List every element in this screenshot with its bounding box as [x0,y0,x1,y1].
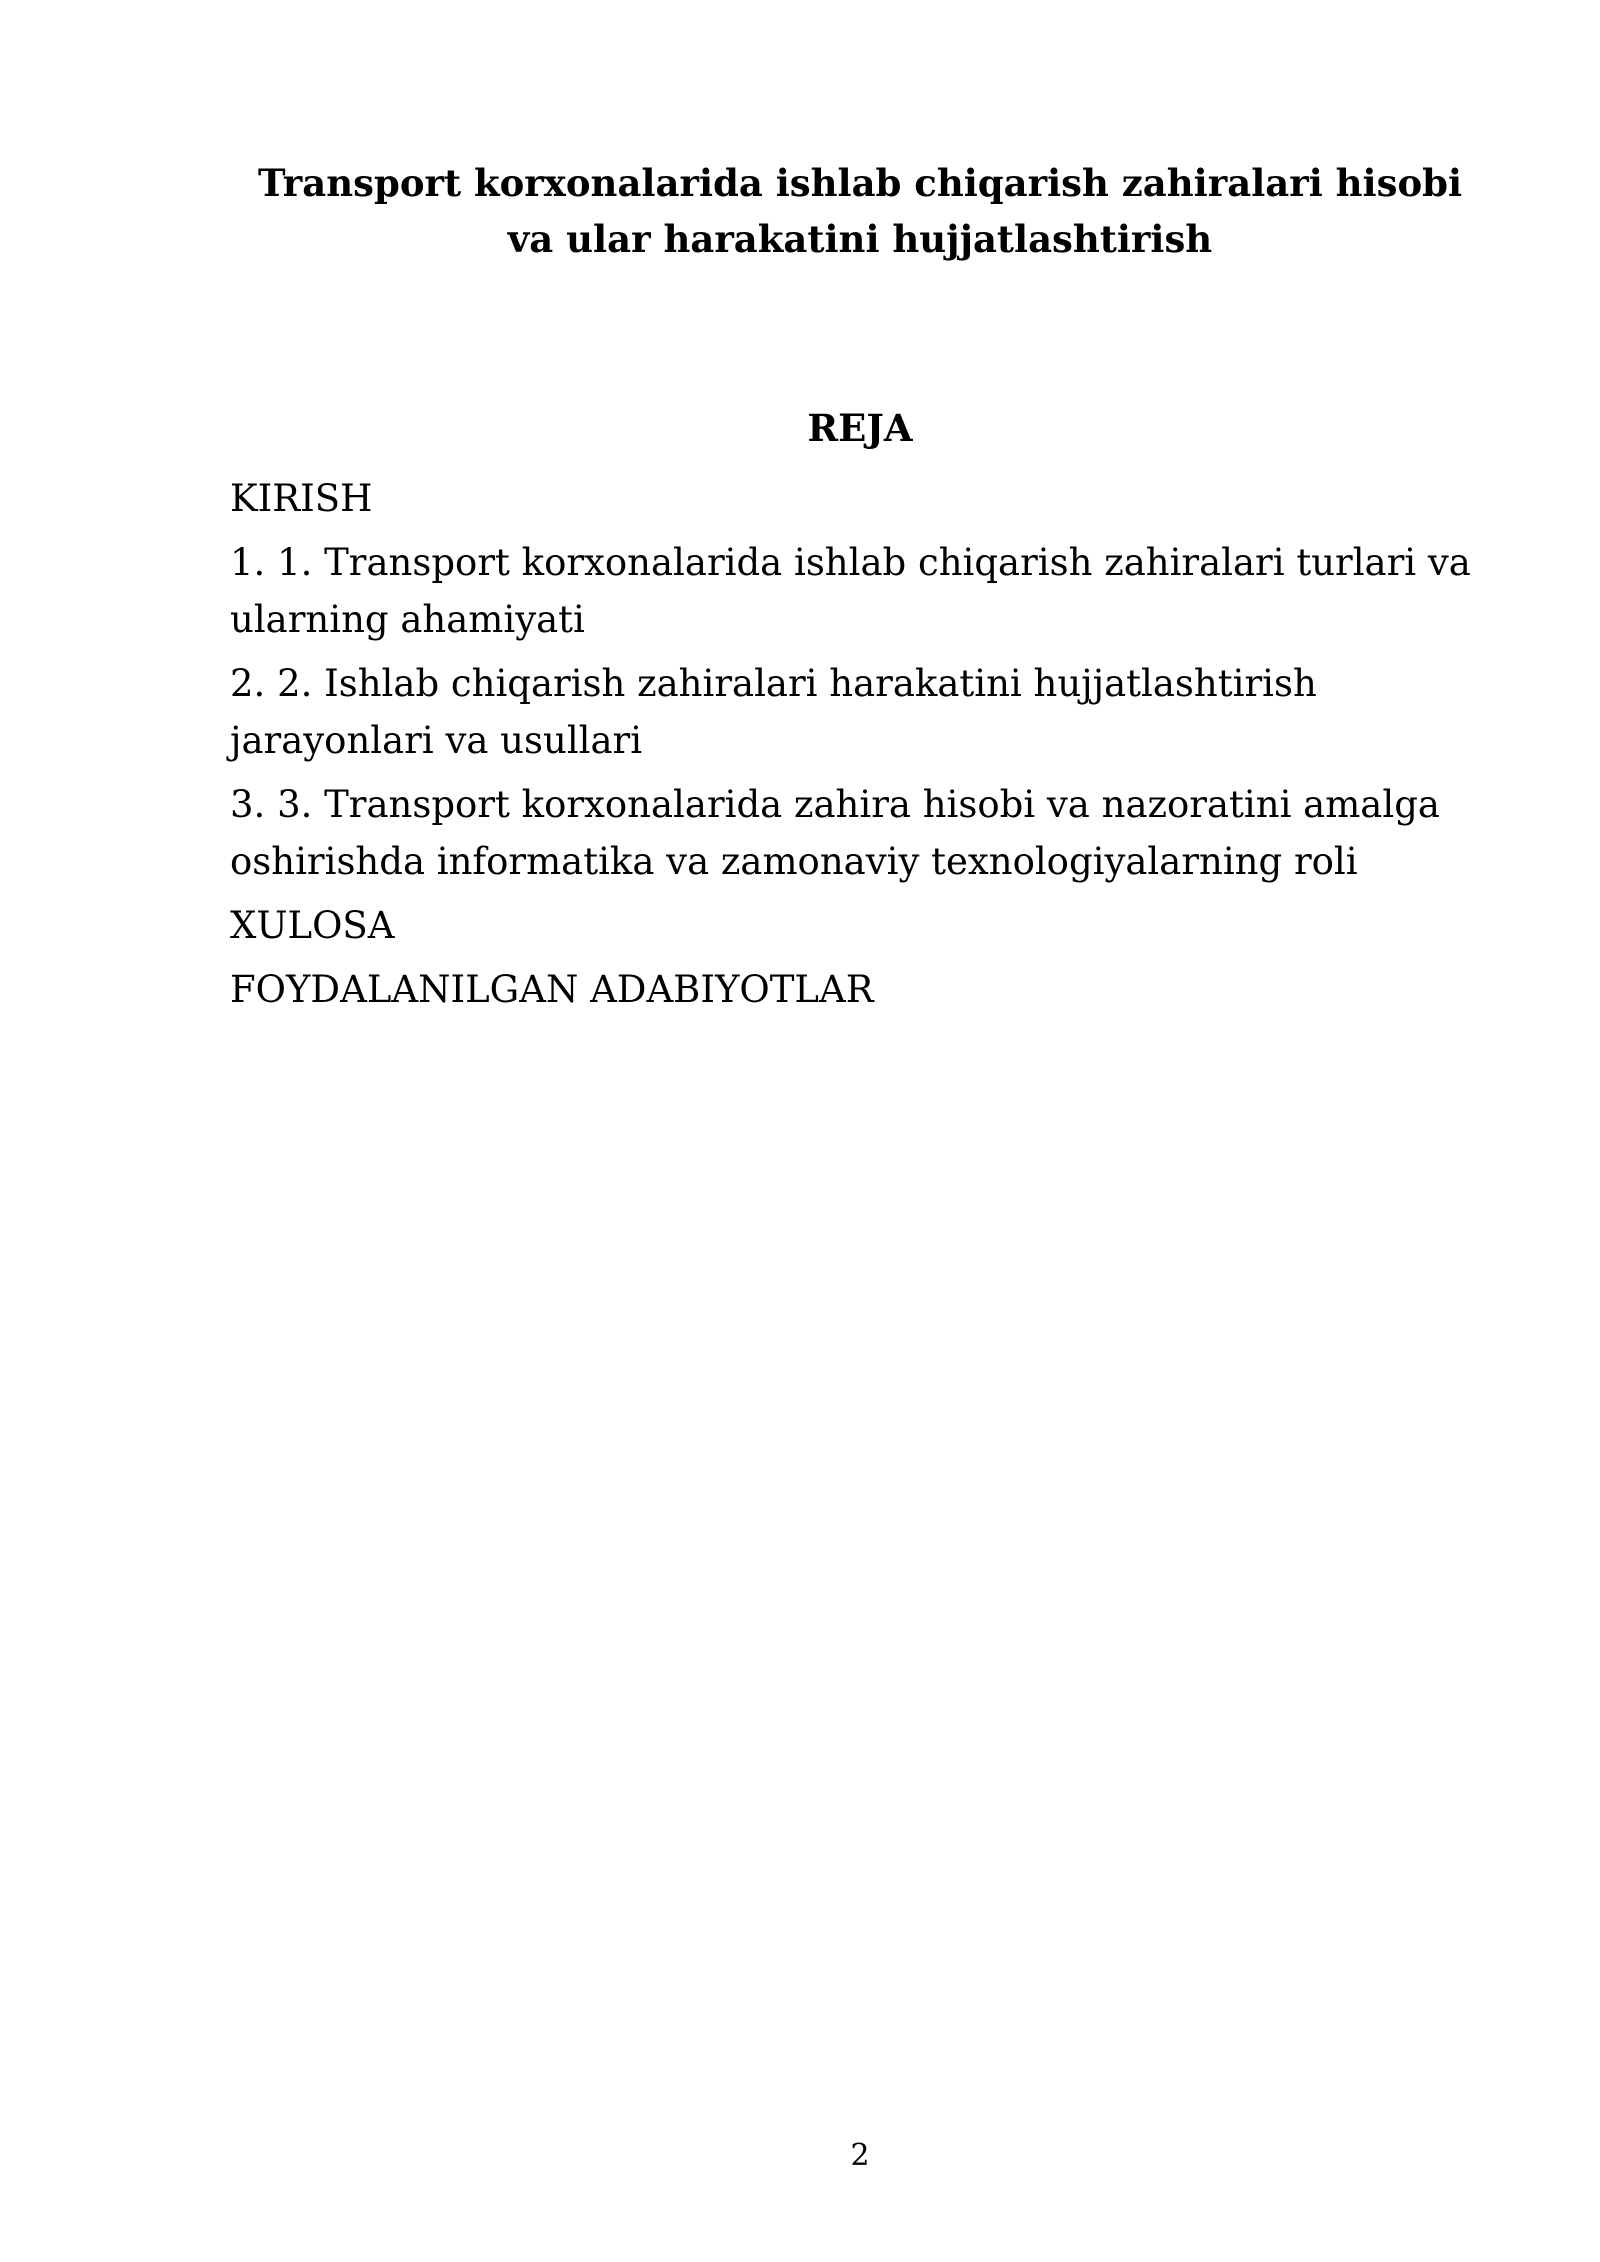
page-number: 2 [850,2138,870,2173]
plan-item-3: 3. 3. Transport korxonalarida zahira hisobi va nazoratini amalga oshirishda informatika va zamonaviy texnologiyalarning roli [230,783,1440,883]
plan-heading: REJA [807,406,913,450]
plan-item-1: 1. 1. Transport korxonalarida ishlab chiqarish zahiralari turlari va ularning ahamiyati [230,541,1471,641]
plan-list [230,470,1490,1025]
plan-item-conclusion: XULOSA [230,904,395,947]
plan-item-introduction: KIRISH [230,477,373,520]
plan-item-references: FOYDALANILGAN ADABIYOTLAR [230,968,874,1011]
document-title [230,155,1490,267]
document-title-line-1: Transport korxonalarida ishlab chiqarish zahiralari hisobi [257,161,1463,205]
plan-item-2: 2. 2. Ishlab chiqarish zahiralari harakatini hujjatlashtirish jarayonlari va usullari [230,662,1317,762]
document-title-line-2: va ular harakatini hujjatlashtirish [507,217,1213,261]
